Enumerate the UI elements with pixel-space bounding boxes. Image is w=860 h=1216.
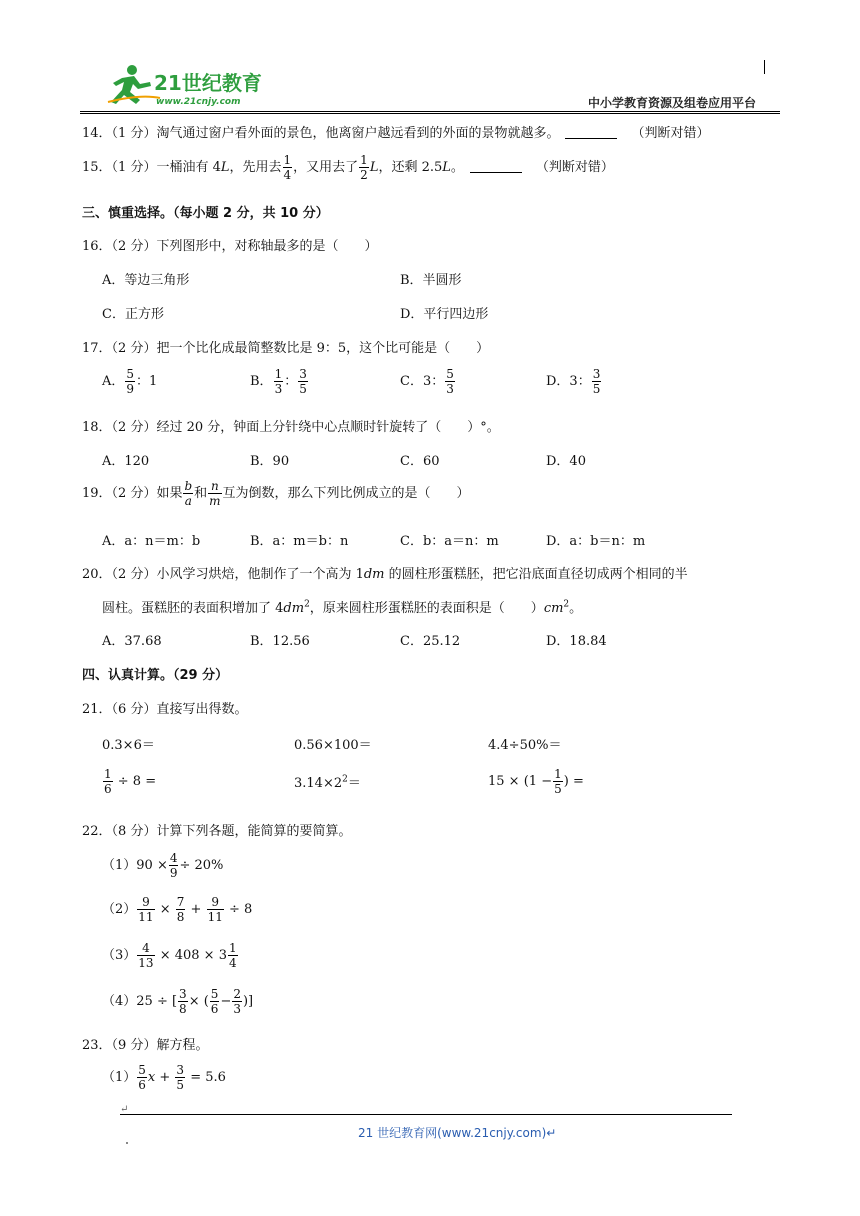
q22-item-4: （4）25 ÷ [ $\frac{3}{8}$ × ( $\frac{5}{6}$ − $\frac{2}{3}$ )] bbox=[102, 987, 254, 1016]
question-18-stem: 18．（2 分）经过 20 分，钟面上分针绕中心点顺时针旋转了（ ）°。 bbox=[82, 420, 500, 435]
q15-unit-2: L bbox=[369, 160, 379, 175]
q17-option-d[interactable]: D．3： $\frac{3}{5}$ bbox=[546, 367, 601, 396]
logo-icon bbox=[100, 64, 290, 108]
question-23-stem: 23．（9 分）解方程。 bbox=[82, 1038, 209, 1053]
question-19-stem: 19．（2 分）如果 $\frac{b}{a}$ 和 $\frac{n}{m}$ 互为倒数，那么下列比例成立的是（ ） bbox=[82, 479, 470, 508]
question-20-line-1: 20．（2 分）小风学习烘焙，他制作了一个高为 1dm 的圆柱形蛋糕胚，把它沿底面直径切成两个相同的半 bbox=[82, 567, 688, 582]
q18-option-c[interactable]: C．60 bbox=[400, 454, 440, 469]
question-14 bbox=[82, 122, 709, 141]
q22-item-3: （3） $\frac{4}{13}$ × 408 × 3 $\frac{1}{4}$ bbox=[102, 941, 237, 970]
q17-option-a[interactable]: A． $\frac{5}{9}$ ：1 bbox=[102, 367, 158, 396]
q21-item-4: $\frac{1}{6}$ ÷ 8 = bbox=[104, 767, 157, 796]
q19-option-a[interactable]: A．a：n＝m：b bbox=[102, 534, 201, 549]
q16-option-c[interactable]: C．正方形 bbox=[102, 307, 164, 322]
q15-unit-1: L bbox=[220, 160, 230, 175]
logo-text: 21世纪教育 bbox=[154, 71, 262, 95]
q21-item-2: 0.56×100＝ bbox=[294, 738, 372, 753]
q19-option-c[interactable]: C．b：a＝n：m bbox=[400, 534, 499, 549]
q15-text-1: 15．（1 分）一桶油有 4 bbox=[82, 160, 221, 175]
q19-option-b[interactable]: B．a：m＝b：n bbox=[250, 534, 349, 549]
q16-option-d[interactable]: D．平行四边形 bbox=[400, 307, 489, 322]
q16-option-b[interactable]: B．半圆形 bbox=[400, 273, 462, 288]
q18-option-a[interactable]: A．120 bbox=[102, 454, 150, 469]
q20-option-b[interactable]: B．12.56 bbox=[250, 634, 310, 649]
question-16-stem: 16．（2 分）下列图形中，对称轴最多的是（ ） bbox=[82, 239, 378, 254]
q19-option-d[interactable]: D．a：b＝n：m bbox=[546, 534, 646, 549]
header-right-title: 中小学教育资源及组卷应用平台 bbox=[588, 96, 757, 110]
q22-item-1: （1）90 × $\frac{4}{9}$ ÷ 20% bbox=[102, 851, 224, 880]
footer-text[interactable]: 21 世纪教育网(www.21cnjy.com)↵ bbox=[358, 1126, 557, 1140]
q14-text: 14．（1 分）淘气通过窗户看外面的景色，他离窗户越远看到的外面的景物就越多。 bbox=[82, 126, 560, 141]
q22-item-2: （2） $\frac{9}{11}$ × $\frac{7}{8}$ + $\frac{9}{11}$ ÷ 8 bbox=[102, 895, 253, 924]
q15-answer-blank[interactable] bbox=[470, 160, 522, 173]
q15-text-3: ，又用去了 bbox=[293, 160, 359, 175]
q21-item-3: 4.4÷50%＝ bbox=[488, 738, 562, 753]
question-20-line-2: 圆柱。蛋糕胚的表面积增加了 $4dm^2$，原来圆柱形蛋糕胚的表面积是（ ）$cm^2$。 bbox=[102, 599, 583, 616]
header-rule bbox=[80, 111, 780, 112]
question-22-stem: 22．（8 分）计算下列各题，能简算的要简算。 bbox=[82, 824, 352, 839]
q17-option-b[interactable]: B． $\frac{1}{3}$ ： $\frac{3}{5}$ bbox=[250, 367, 307, 396]
question-15 bbox=[82, 154, 614, 181]
q15-fraction-1: $\frac{1}{4}$ bbox=[283, 153, 292, 182]
q18-option-b[interactable]: B．90 bbox=[250, 454, 290, 469]
q15-text-2: ，先用去 bbox=[229, 160, 282, 175]
header-marker bbox=[764, 60, 765, 74]
footer-rule bbox=[120, 1114, 732, 1115]
q15-unit-3: L bbox=[442, 160, 451, 175]
q18-option-d[interactable]: D．40 bbox=[546, 454, 586, 469]
q20-option-a[interactable]: A．37.68 bbox=[102, 634, 162, 649]
question-17-stem: 17．（2 分）把一个比化成最简整数比是 9：5，这个比可能是（ ） bbox=[82, 341, 490, 356]
q15-text-4: ，还剩 2.5 bbox=[378, 160, 443, 175]
q20-option-c[interactable]: C．25.12 bbox=[400, 634, 461, 649]
q20-option-d[interactable]: D．18.84 bbox=[546, 634, 607, 649]
logo-url: www.21cnjy.com bbox=[156, 97, 241, 107]
q15-fraction-2: $\frac{1}{2}$ bbox=[360, 153, 368, 182]
q23-item-1: （1） $\frac{5}{6}$ x + $\frac{3}{5}$ = 5.6 bbox=[102, 1063, 226, 1092]
header-rule-2 bbox=[80, 113, 780, 114]
section-4-title: 四、认真计算。（29 分） bbox=[82, 668, 229, 683]
return-mark-icon: ↵ bbox=[120, 1104, 129, 1115]
q16-option-a[interactable]: A．等边三角形 bbox=[102, 273, 190, 288]
q14-tail: （判断对错） bbox=[631, 126, 710, 141]
q15-text-5: 。 bbox=[450, 160, 464, 175]
q21-item-1: 0.3×6＝ bbox=[102, 738, 155, 753]
section-3-title: 三、慎重选择。（每小题 2 分，共 10 分） bbox=[82, 206, 329, 221]
q15-tail: （判断对错） bbox=[535, 160, 614, 175]
question-21-stem: 21．（6 分）直接写出得数。 bbox=[82, 702, 248, 717]
q17-option-c[interactable]: C．3： $\frac{5}{3}$ bbox=[400, 367, 454, 396]
q21-item-5: $3.14\times 2^2=$ bbox=[294, 774, 361, 791]
q14-answer-blank[interactable] bbox=[565, 126, 617, 139]
q21-item-6: 15 × (1 − $\frac{1}{5}$ ) = bbox=[488, 767, 584, 796]
footer-dot bbox=[126, 1142, 128, 1144]
